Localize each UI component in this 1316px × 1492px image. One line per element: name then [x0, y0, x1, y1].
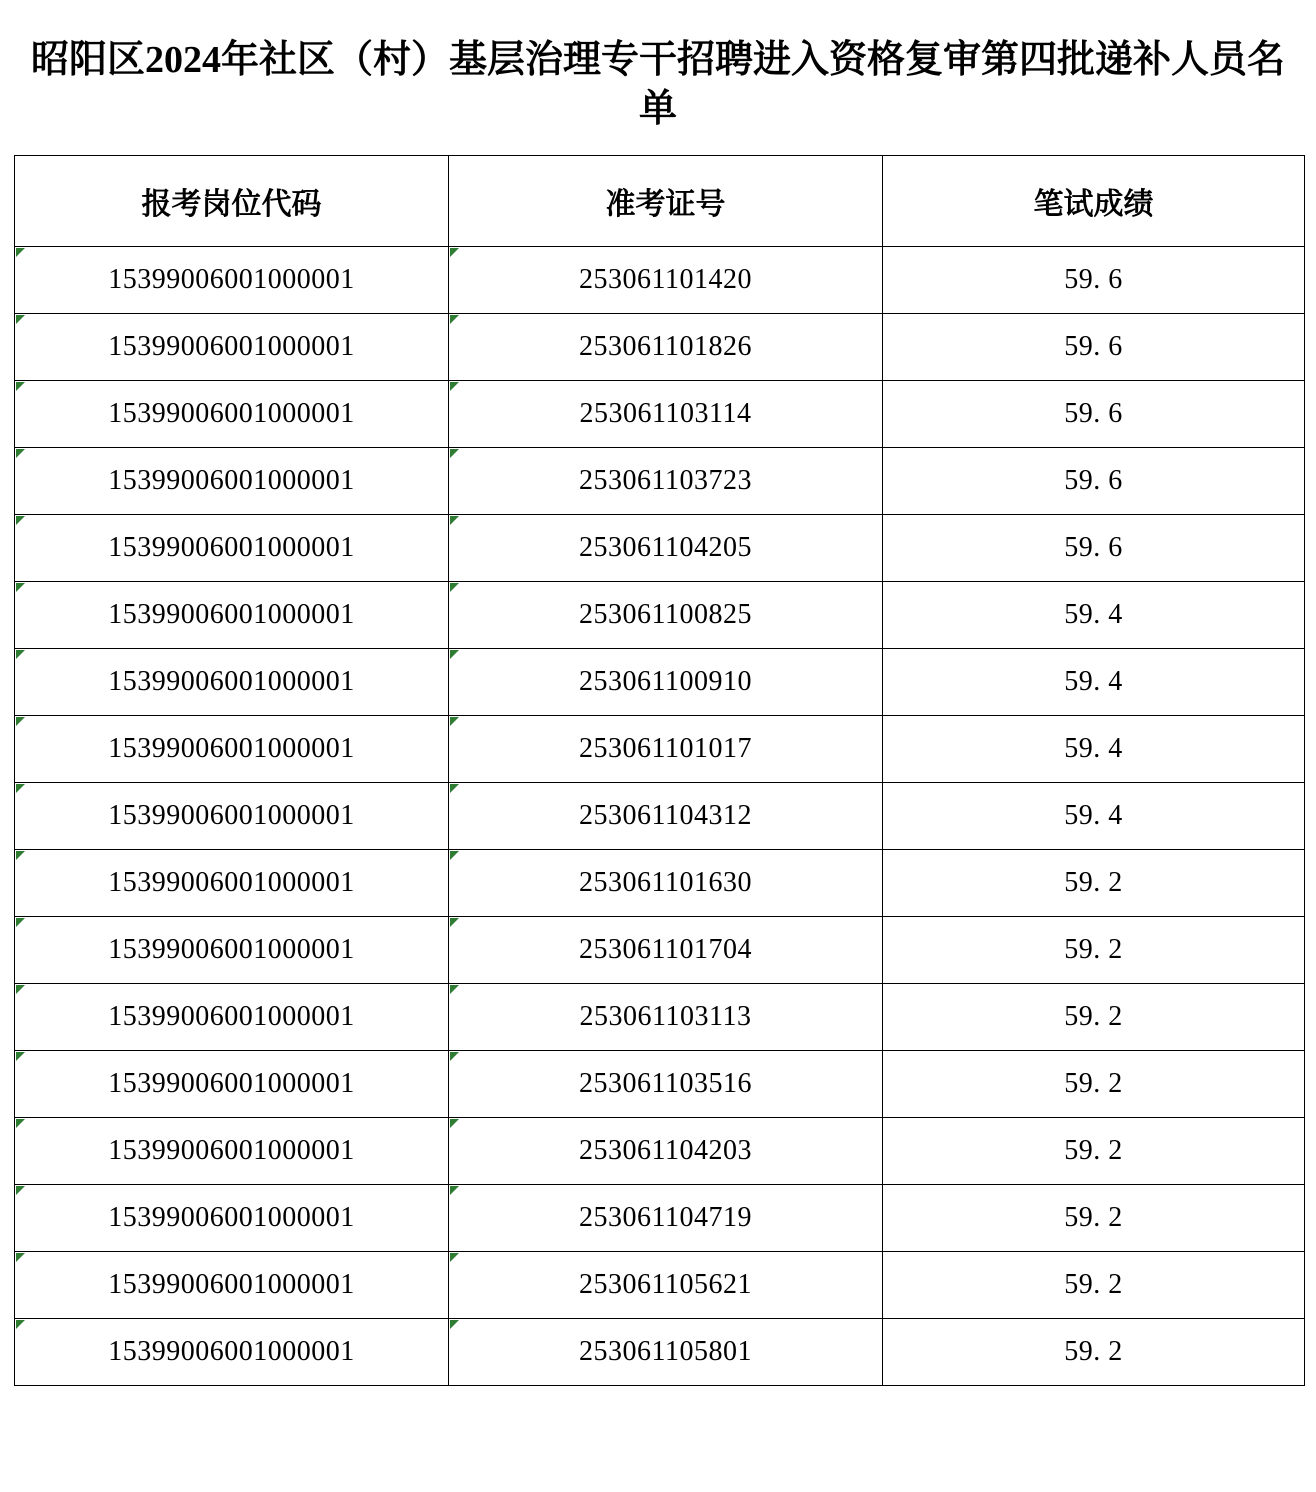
cell-admission-ticket: 253061104205: [449, 515, 883, 582]
cell-admission-ticket: 253061101826: [449, 314, 883, 381]
table-row: [15, 1319, 1305, 1386]
cell-admission-ticket: 253061100825: [449, 582, 883, 649]
cell-admission-ticket: 253061104312: [449, 783, 883, 850]
cell-written-score: 59. 6: [883, 314, 1305, 381]
cell-position-code: 15399006001000001: [15, 1051, 449, 1118]
table-row: [15, 716, 1305, 783]
cell-written-score: 59. 6: [883, 381, 1305, 448]
table-row: [15, 314, 1305, 381]
cell-position-code: 15399006001000001: [15, 917, 449, 984]
cell-admission-ticket: 253061103113: [449, 984, 883, 1051]
cell-written-score: 59. 6: [883, 247, 1305, 314]
cell-position-code: 15399006001000001: [15, 448, 449, 515]
page-title: 昭阳区2024年社区（村）基层治理专干招聘进入资格复审第四批递补人员名单: [30, 39, 1285, 130]
table-row: [15, 850, 1305, 917]
cell-admission-ticket: 253061101630: [449, 850, 883, 917]
cell-position-code: 15399006001000001: [15, 381, 449, 448]
column-header-written-score: 笔试成绩: [883, 156, 1305, 247]
candidate-table: [14, 155, 1305, 1386]
cell-written-score: 59. 6: [883, 448, 1305, 515]
cell-written-score: 59. 2: [883, 1252, 1305, 1319]
table-row: [15, 1252, 1305, 1319]
table-row: [15, 582, 1305, 649]
cell-admission-ticket: 253061105801: [449, 1319, 883, 1386]
table-row: [15, 381, 1305, 448]
cell-written-score: 59. 6: [883, 515, 1305, 582]
table-row: [15, 448, 1305, 515]
cell-position-code: 15399006001000001: [15, 984, 449, 1051]
column-header-admission-ticket: 准考证号: [449, 156, 883, 247]
cell-written-score: 59. 4: [883, 783, 1305, 850]
cell-admission-ticket: 253061104203: [449, 1118, 883, 1185]
table-row: [15, 783, 1305, 850]
cell-position-code: 15399006001000001: [15, 1118, 449, 1185]
table-row: [15, 1185, 1305, 1252]
cell-admission-ticket: 253061101704: [449, 917, 883, 984]
cell-position-code: 15399006001000001: [15, 582, 449, 649]
cell-written-score: 59. 2: [883, 1185, 1305, 1252]
cell-position-code: 15399006001000001: [15, 1319, 449, 1386]
cell-written-score: 59. 2: [883, 1118, 1305, 1185]
cell-position-code: 15399006001000001: [15, 1185, 449, 1252]
cell-position-code: 15399006001000001: [15, 1252, 449, 1319]
cell-admission-ticket: 253061103723: [449, 448, 883, 515]
cell-admission-ticket: 253061104719: [449, 1185, 883, 1252]
cell-written-score: 59. 4: [883, 716, 1305, 783]
cell-position-code: 15399006001000001: [15, 649, 449, 716]
cell-written-score: 59. 4: [883, 582, 1305, 649]
cell-position-code: 15399006001000001: [15, 314, 449, 381]
cell-admission-ticket: 253061101420: [449, 247, 883, 314]
cell-written-score: 59. 2: [883, 850, 1305, 917]
cell-admission-ticket: 253061103114: [449, 381, 883, 448]
cell-position-code: 15399006001000001: [15, 716, 449, 783]
cell-written-score: 59. 2: [883, 1319, 1305, 1386]
table-row: [15, 515, 1305, 582]
table-row: [15, 1051, 1305, 1118]
table-row: [15, 1118, 1305, 1185]
cell-admission-ticket: 253061105621: [449, 1252, 883, 1319]
table-row: [15, 917, 1305, 984]
cell-admission-ticket: 253061101017: [449, 716, 883, 783]
cell-admission-ticket: 253061100910: [449, 649, 883, 716]
cell-written-score: 59. 2: [883, 984, 1305, 1051]
cell-admission-ticket: 253061103516: [449, 1051, 883, 1118]
cell-written-score: 59. 2: [883, 1051, 1305, 1118]
column-header-position-code: 报考岗位代码: [15, 156, 449, 247]
cell-position-code: 15399006001000001: [15, 247, 449, 314]
cell-position-code: 15399006001000001: [15, 515, 449, 582]
cell-written-score: 59. 2: [883, 917, 1305, 984]
table-body: [15, 247, 1305, 1386]
table-row: [15, 247, 1305, 314]
cell-position-code: 15399006001000001: [15, 850, 449, 917]
table-row: [15, 984, 1305, 1051]
table-row: [15, 649, 1305, 716]
cell-written-score: 59. 4: [883, 649, 1305, 716]
cell-position-code: 15399006001000001: [15, 783, 449, 850]
table-header-row: [15, 156, 1305, 247]
